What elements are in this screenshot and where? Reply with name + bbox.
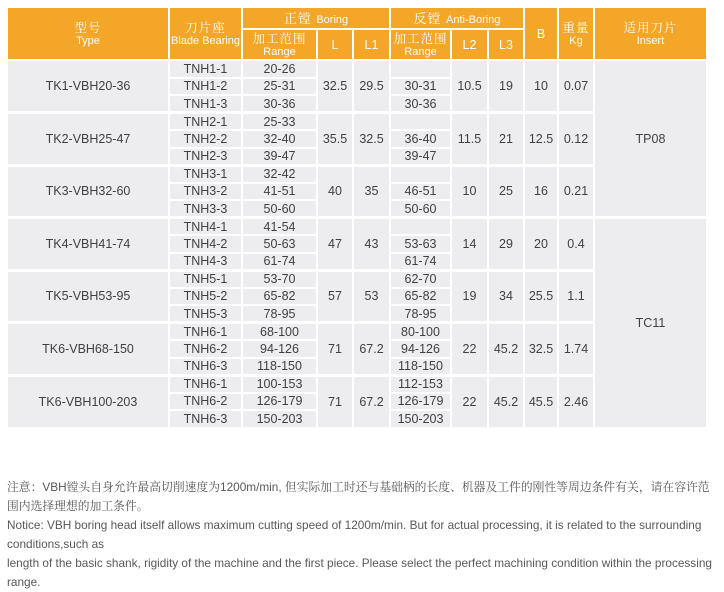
type-cell: TK6-VBH100-203	[7, 375, 169, 428]
col-header-insert-zh: 适用刀片	[623, 20, 678, 35]
boring-range-cell: 100-153	[242, 375, 317, 393]
l2-cell: 10	[451, 165, 488, 218]
boring-range-cell: 50-63	[242, 235, 317, 253]
boring-range-cell: 25-33	[242, 113, 317, 131]
col-header-anti-range	[390, 29, 451, 60]
table-body	[7, 60, 707, 428]
insert-cell: TC11	[594, 218, 707, 428]
col-header-weight	[558, 7, 594, 60]
col-header-anti-boring-zh: 反镗	[413, 11, 442, 26]
type-cell: TK6-VBH68-150	[7, 323, 169, 376]
col-header-boring-range-en: Range	[263, 45, 296, 58]
anti-boring-range-cell: 30-36	[390, 95, 451, 113]
notice	[7, 478, 719, 592]
col-header-insert	[594, 7, 707, 60]
col-header-type-zh: 型号	[74, 20, 102, 35]
table-header	[7, 7, 707, 60]
boring-range-cell: 94-126	[242, 340, 317, 358]
type-cell: TK3-VBH32-60	[7, 165, 169, 218]
blade-bearing-cell: TNH1-3	[169, 95, 242, 113]
l2-cell: 22	[451, 323, 488, 376]
col-header-l2: L2	[451, 29, 488, 60]
blade-bearing-cell: TNH1-2	[169, 78, 242, 96]
col-header-boring-range-zh: 加工范围	[252, 31, 307, 46]
blade-bearing-cell: TNH3-1	[169, 165, 242, 183]
anti-boring-range-cell: 30-31	[390, 78, 451, 96]
header-band-row	[7, 7, 707, 29]
blade-bearing-cell: TNH6-1	[169, 323, 242, 341]
b-cell: 32.5	[524, 323, 558, 376]
l3-cell: 45.2	[488, 375, 524, 428]
anti-boring-range-cell: 50-60	[390, 200, 451, 218]
l-cell: 32.5	[317, 60, 353, 113]
anti-boring-range-cell: 62-70	[390, 270, 451, 288]
table-row	[7, 60, 707, 78]
anti-boring-range-cell: 61-74	[390, 253, 451, 271]
l1-cell: 67.2	[353, 323, 390, 376]
l3-cell: 21	[488, 113, 524, 166]
col-header-b: B	[524, 7, 558, 60]
boring-range-cell: 118-150	[242, 358, 317, 376]
l3-cell: 45.2	[488, 323, 524, 376]
b-cell: 45.5	[524, 375, 558, 428]
col-header-weight-zh: 重量	[562, 20, 590, 35]
type-cell: TK2-VBH25-47	[7, 113, 169, 166]
anti-boring-range-cell	[390, 218, 451, 236]
b-cell: 12.5	[524, 113, 558, 166]
blade-bearing-cell: TNH6-1	[169, 375, 242, 393]
anti-boring-range-cell: 126-179	[390, 393, 451, 411]
weight-cell: 0.4	[558, 218, 594, 271]
blade-bearing-cell: TNH2-2	[169, 130, 242, 148]
col-header-l1: L1	[353, 29, 390, 60]
anti-boring-range-cell: 65-82	[390, 288, 451, 306]
l-cell: 71	[317, 323, 353, 376]
anti-boring-range-cell: 118-150	[390, 358, 451, 376]
col-header-blade-bearing	[169, 7, 242, 60]
anti-boring-range-cell: 36-40	[390, 130, 451, 148]
l3-cell: 29	[488, 218, 524, 271]
boring-range-cell: 30-36	[242, 95, 317, 113]
col-header-boring-band	[242, 7, 390, 29]
anti-boring-range-cell: 78-95	[390, 305, 451, 323]
b-cell: 25.5	[524, 270, 558, 323]
boring-range-cell: 126-179	[242, 393, 317, 411]
blade-bearing-cell: TNH2-3	[169, 148, 242, 166]
blade-bearing-cell: TNH5-3	[169, 305, 242, 323]
l2-cell: 22	[451, 375, 488, 428]
weight-cell: 0.21	[558, 165, 594, 218]
blade-bearing-cell: TNH3-2	[169, 183, 242, 201]
blade-bearing-cell: TNH6-2	[169, 393, 242, 411]
l2-cell: 10.5	[451, 60, 488, 113]
notice-line-zh: 注意：VBH镗头自身允许最高切削速度为1200m/min, 但实际加工时还与基础柄的长度、机器及工件的刚性等周边条件有关，请在容许范围内选择理想的加工条件。	[7, 480, 710, 513]
blade-bearing-cell: TNH5-2	[169, 288, 242, 306]
blade-bearing-cell: TNH3-3	[169, 200, 242, 218]
b-cell: 16	[524, 165, 558, 218]
l1-cell: 67.2	[353, 375, 390, 428]
col-header-l: L	[317, 29, 353, 60]
weight-cell: 1.1	[558, 270, 594, 323]
weight-cell: 2.46	[558, 375, 594, 428]
anti-boring-range-cell: 150-203	[390, 410, 451, 428]
col-header-l3: L3	[488, 29, 524, 60]
b-cell: 10	[524, 60, 558, 113]
col-header-anti-boring-band	[390, 7, 524, 29]
b-cell: 20	[524, 218, 558, 271]
col-header-type-en: Type	[76, 34, 100, 47]
anti-boring-range-cell	[390, 165, 451, 183]
boring-range-cell: 50-60	[242, 200, 317, 218]
anti-boring-range-cell	[390, 113, 451, 131]
anti-boring-range-cell: 112-153	[390, 375, 451, 393]
l1-cell: 35	[353, 165, 390, 218]
blade-bearing-cell: TNH1-1	[169, 60, 242, 78]
col-header-anti-range-zh: 加工范围	[393, 31, 448, 46]
l1-cell: 53	[353, 270, 390, 323]
col-header-boring-en: Boring	[316, 14, 349, 26]
l-cell: 71	[317, 375, 353, 428]
l2-cell: 19	[451, 270, 488, 323]
col-header-boring-range	[242, 29, 317, 60]
boring-range-cell: 32-42	[242, 165, 317, 183]
l3-cell: 19	[488, 60, 524, 113]
col-header-type	[7, 7, 169, 60]
l2-cell: 14	[451, 218, 488, 271]
col-header-weight-en: Kg	[569, 34, 583, 47]
boring-range-cell: 41-51	[242, 183, 317, 201]
anti-boring-range-cell: 53-63	[390, 235, 451, 253]
l-cell: 35.5	[317, 113, 353, 166]
col-header-blade-bearing-zh: 刀片座	[185, 20, 226, 35]
l3-cell: 34	[488, 270, 524, 323]
boring-range-cell: 53-70	[242, 270, 317, 288]
boring-range-cell: 65-82	[242, 288, 317, 306]
type-cell: TK4-VBH41-74	[7, 218, 169, 271]
l-cell: 40	[317, 165, 353, 218]
blade-bearing-cell: TNH6-3	[169, 410, 242, 428]
l1-cell: 43	[353, 218, 390, 271]
blade-bearing-cell: TNH6-3	[169, 358, 242, 376]
table-row	[7, 218, 707, 236]
boring-range-cell: 32-40	[242, 130, 317, 148]
col-header-blade-bearing-en: Blade Bearing	[170, 34, 241, 47]
blade-bearing-cell: TNH2-1	[169, 113, 242, 131]
anti-boring-range-cell: 80-100	[390, 323, 451, 341]
boring-range-cell: 68-100	[242, 323, 317, 341]
l-cell: 47	[317, 218, 353, 271]
boring-range-cell: 39-47	[242, 148, 317, 166]
col-header-anti-range-en: Range	[404, 45, 437, 58]
l1-cell: 29.5	[353, 60, 390, 113]
type-cell: TK5-VBH53-95	[7, 270, 169, 323]
boring-range-cell: 61-74	[242, 253, 317, 271]
col-header-boring-zh: 正镗	[283, 11, 312, 26]
blade-bearing-cell: TNH6-2	[169, 340, 242, 358]
insert-cell: TP08	[594, 60, 707, 218]
boring-range-cell: 41-54	[242, 218, 317, 236]
l-cell: 57	[317, 270, 353, 323]
type-cell: TK1-VBH20-36	[7, 60, 169, 113]
anti-boring-range-cell: 39-47	[390, 148, 451, 166]
blade-bearing-cell: TNH4-1	[169, 218, 242, 236]
anti-boring-range-cell: 94-126	[390, 340, 451, 358]
boring-range-cell: 78-95	[242, 305, 317, 323]
weight-cell: 1.74	[558, 323, 594, 376]
blade-bearing-cell: TNH4-2	[169, 235, 242, 253]
l3-cell: 25	[488, 165, 524, 218]
notice-line-en-1: Notice: VBH boring head itself allows maximum cutting speed of 1200m/min. But for actual processing, it is related to the surrounding conditions,such as	[7, 518, 702, 551]
weight-cell: 0.12	[558, 113, 594, 166]
blade-bearing-cell: TNH4-3	[169, 253, 242, 271]
boring-range-cell: 150-203	[242, 410, 317, 428]
l2-cell: 11.5	[451, 113, 488, 166]
notice-line-en-2: length of the basic shank, rigidity of the machine and the first piece. Please select the perfect machining condition within the processing range.	[7, 556, 712, 589]
boring-head-spec-table	[6, 6, 708, 429]
weight-cell: 0.07	[558, 60, 594, 113]
blade-bearing-cell: TNH5-1	[169, 270, 242, 288]
anti-boring-range-cell	[390, 60, 451, 78]
boring-range-cell: 25-31	[242, 78, 317, 96]
col-header-anti-boring-en: Anti-Boring	[446, 14, 501, 26]
l1-cell: 32.5	[353, 113, 390, 166]
boring-range-cell: 20-26	[242, 60, 317, 78]
col-header-insert-en: Insert	[636, 34, 665, 47]
anti-boring-range-cell: 46-51	[390, 183, 451, 201]
